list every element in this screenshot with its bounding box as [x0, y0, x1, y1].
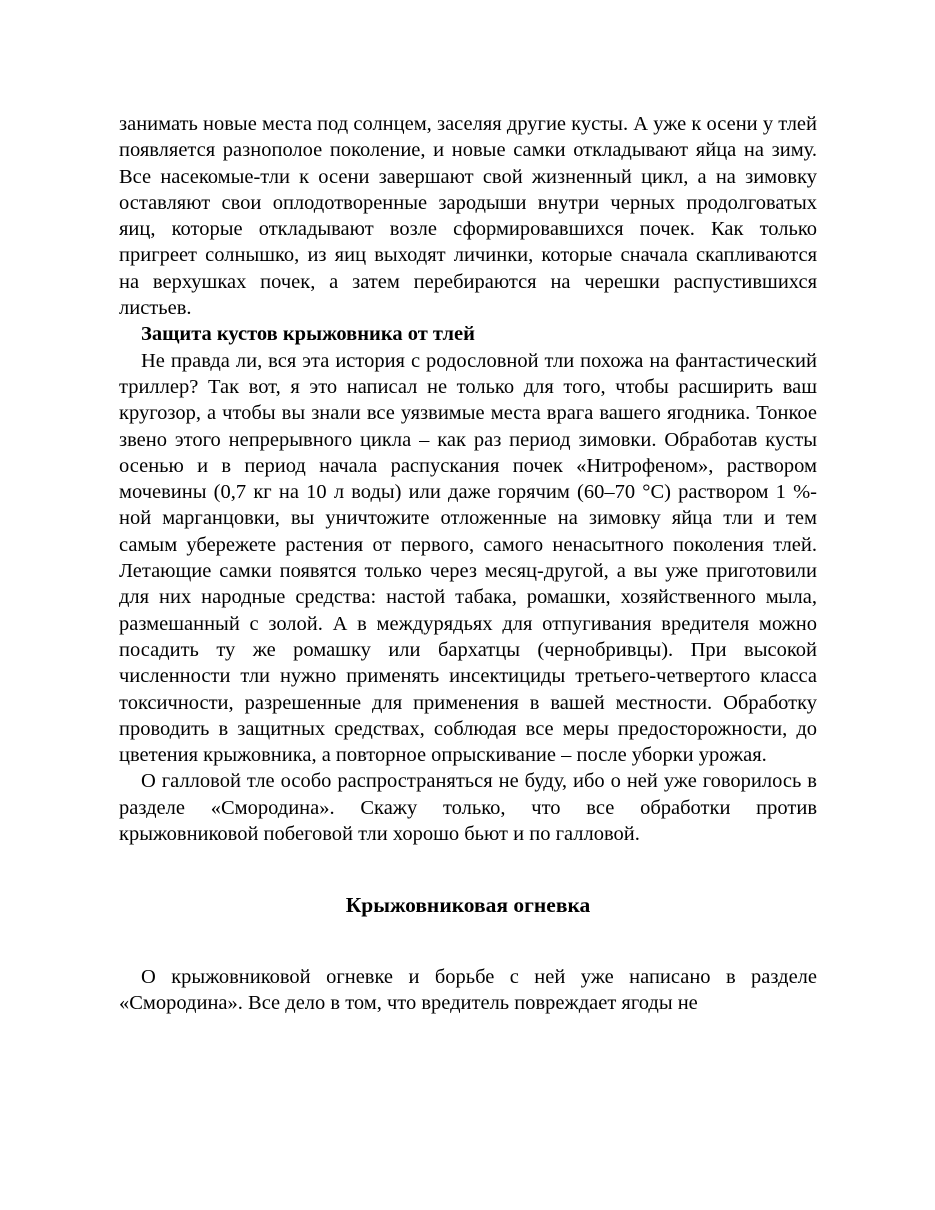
paragraph-aphid-lifecycle: занимать новые места под солнцем, заселяя другие кусты. А уже к осени у тлей появляется разнополое поколение, и новые самки откладывают яйца на зиму. Все насекомые-тли к осени завершают свой жизненный цикл, а на зимовку оставляют свои оплодотворенные зародыши внутри черных продолговатых яиц, которые откладывают возле сформировавшихся почек. Как только пригреет солнышко, из яиц выходят личинки, которые сначала скапливаются на верхушках почек, а затем перебираются на черешки распустившихся листьев. [119, 113, 817, 320]
paragraph-aphid-control: Не правда ли, вся эта история с родословной тли похожа на фантастический триллер? Так вот, я это написал не только для того, чтобы расширить ваш кругозор, а чтобы вы знали все уязвимые места врага вашего ягодника. Тонкое звено этого непрерывного цикла – как раз период зимовки. Обработав кусты осенью и в период начала распускания почек «Нитрофеном», раствором мочевины (0,7 кг на 10 л воды) или даже горячим (60–70 °С) раствором 1 %-ной марганцовки, вы уничтожите отложенные на зимовку яйца тли и тем самым убережете растения от первого, самого ненасытного поколения тлей. Летающие самки появятся только через месяц-другой, а вы уже приготовили для них народные средства: настой табака, ромашки, хозяйственного мыла, размешанный с золой. А в междурядьях для отпугивания вредителя можно посадить ту же ромашку или бархатцы (чернобривцы). При высокой численности тли нужно применять инсектициды третьего-четвертого класса токсичности, разрешенные для применения в вашей местности. Обработку проводить в защитных средствах, соблюдая все меры предосторожности, до цветения крыжовника, а повторное опрыскивание – после уборки урожая. [119, 349, 817, 767]
section-title-gooseberry-moth: Крыжовниковая огневка [345, 893, 591, 918]
paragraph-gooseberry-moth: О крыжовниковой огневке и борьбе с ней уже написано в разделе «Смородина». Все дело в том, что вредитель повреждает ягоды не [119, 965, 817, 1014]
paragraph-gall-aphid: О галловой тле особо распространяться не буду, ибо о ней уже говорилось в разделе «Смородина». Скажу только, что все обработки против крыжовниковой побеговой тли хорошо бьют и по галловой. [119, 770, 817, 846]
subheading-aphid-protection: Защита кустов крыжовника от тлей [141, 323, 475, 346]
document-page [119, 111, 817, 1016]
